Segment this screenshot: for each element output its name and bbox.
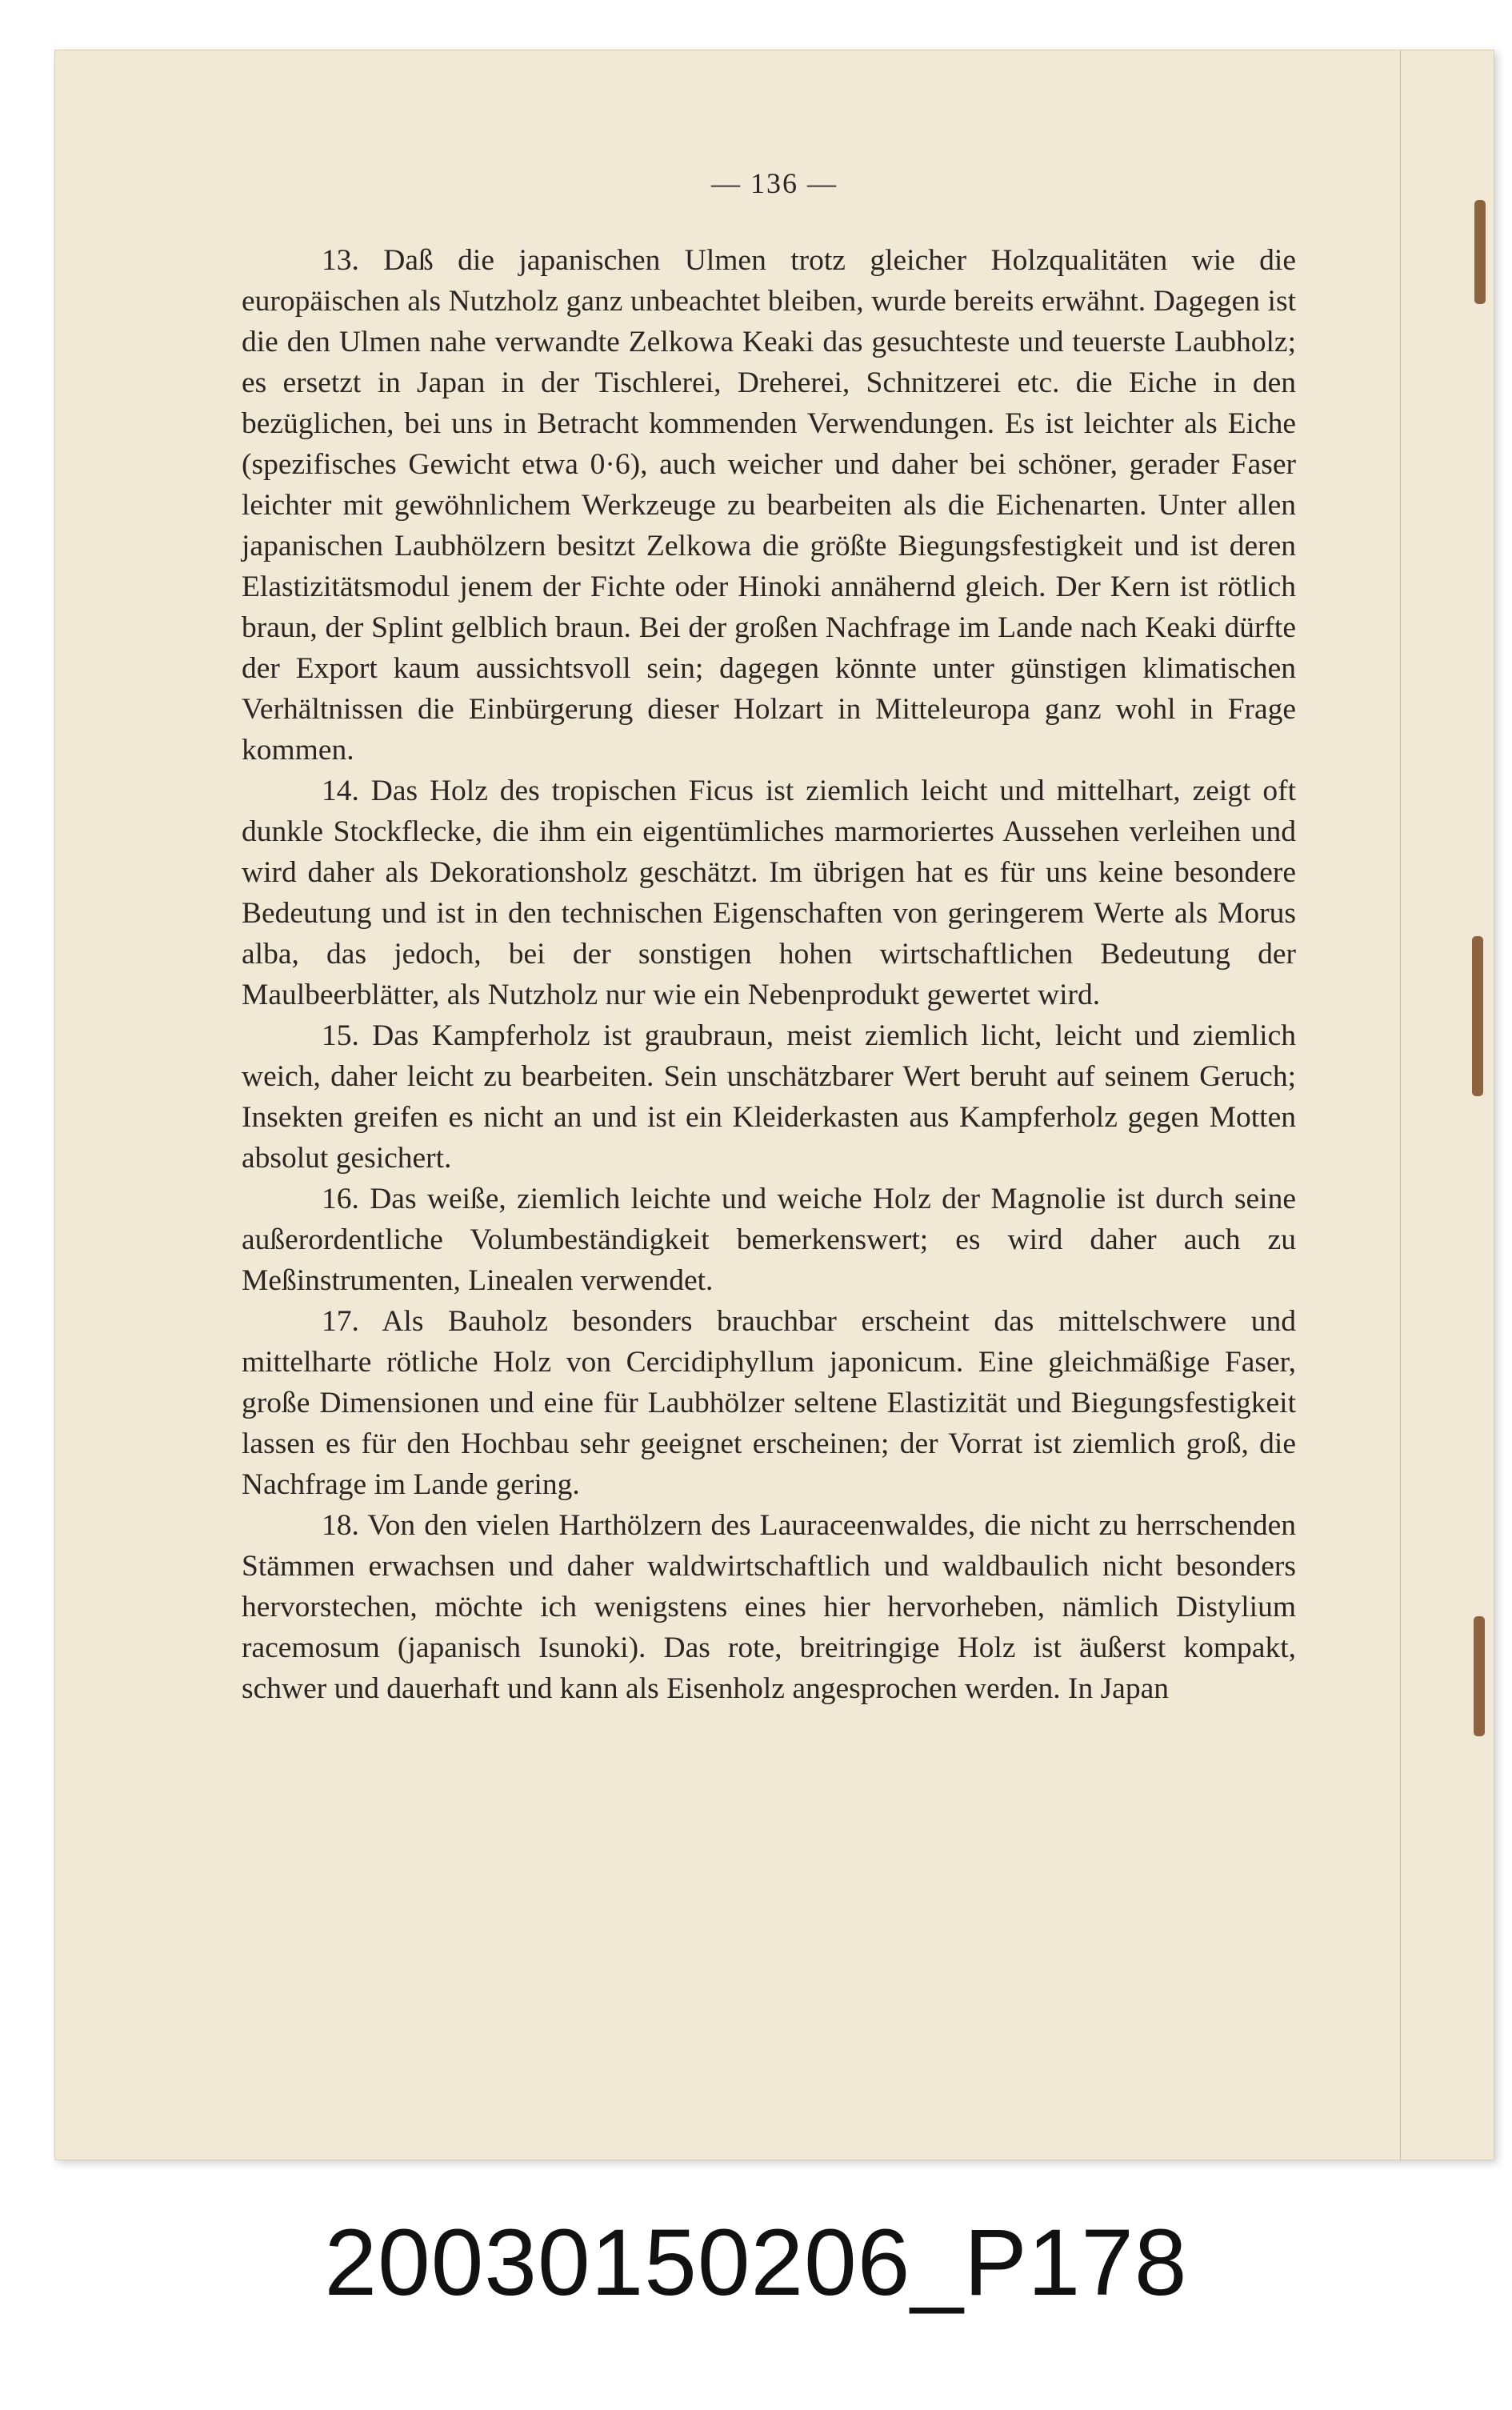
paragraph-16: 16. Das weiße, ziemlich leichte und weiche Holz der Magnolie ist durch seine außerordentliche Volumbeständigkeit bemerkenswert; es wird daher auch zu Meßinstrumenten, Linealen verwendet. [242, 1183, 1296, 1297]
paragraph-13: 13. Daß die japanischen Ulmen trotz gleicher Holzqualitäten wie die europäischen als Nutzholz ganz unbeachtet bleiben, wurde bereits erwähnt. Dagegen ist die den Ulmen nahe verwandte Zelkowa Keaki das gesuchteste und teuerste Laubholz; es ersetzt in Japan in der Tischlerei, Dreherei, Schnitzerei etc. die Eiche in den bezüglichen, bei uns in Betracht kommenden Verwendungen. Es ist leichter als Eiche (spezifisches Gewicht etwa 0·6), auch weicher und daher bei schöner, gerader Faser leichter mit gewöhnlichem Werkzeuge zu bearbeiten als die Eichenarten. Unter allen japanischen Laubhölzern besitzt Zelkowa die größte Biegungsfestigkeit und ist deren Elastizitätsmodul jenem der Fichte oder Hinoki annähernd gleich. Der Kern ist rötlich braun, der Splint gelblich braun. Bei der großen Nachfrage im Lande nach Keaki dürfte der Export kaum aussichtsvoll sein; dagegen könnte unter günstigen klimatischen Verhältnissen die Einbürgerung dieser Holzart in Mitteleuropa ganz wohl in Frage kommen. [242, 244, 1296, 767]
binding-stain-middle [1472, 936, 1483, 1096]
body-text [242, 240, 1296, 1709]
binding-stain-bottom [1474, 1616, 1485, 1736]
page-number: — 136 — [711, 167, 838, 199]
binding-stain-top [1474, 200, 1486, 304]
paragraph-17: 17. Als Bauholz besonders brauchbar erscheint das mittelschwere und mittelharte rötliche Holz von Cercidiphyllum japonicum. Eine gleichmäßige Faser, große Dimensionen und eine für Laubhölzer seltene Elastizität und Biegungsfestigkeit lassen es für den Hochbau sehr geeignet erscheinen; der Vorrat ist ziemlich groß, die Nachfrage im Lande gering. [242, 1305, 1296, 1501]
paragraph-18: 18. Von den vielen Harthölzern des Lauraceenwaldes, die nicht zu herrschenden Stämmen erwachsen und daher waldwirtschaftlich und waldbaulich nicht besonders hervorstechen, möchte ich wenigstens eines hier hervorheben, nämlich Distylium racemosum (japanisch Isunoki). Das rote, breitringige Holz ist äußerst kompakt, schwer und dauerhaft und kann als Eisenholz angesprochen werden. In Japan [242, 1509, 1296, 1705]
scan-id-caption: 20030150206_P178 [324, 2210, 1188, 2316]
paragraph-15: 15. Das Kampferholz ist graubraun, meist ziemlich licht, leicht und ziemlich weich, daher leicht zu bearbeiten. Sein unschätzbarer Wert beruht auf seinem Geruch; Insekten greifen es nicht an und ist ein Kleiderkasten aus Kampferholz gegen Motten absolut gesichert. [242, 1019, 1296, 1175]
page-binding-edge [1400, 50, 1401, 2160]
paragraph-14: 14. Das Holz des tropischen Ficus ist ziemlich leicht und mittelhart, zeigt oft dunkle Stockflecke, die ihm ein eigentümliches marmoriertes Aussehen verleihen und wird daher als Dekorationsholz geschätzt. Im übrigen hat es für uns keine besondere Bedeutung und ist in den technischen Eigenschaften von geringerem Werte als Morus alba, das jedoch, bei der sonstigen hohen wirtschaftlichen Bedeutung der Maulbeerblätter, als Nutzholz nur wie ein Nebenprodukt gewertet wird. [242, 775, 1296, 1011]
